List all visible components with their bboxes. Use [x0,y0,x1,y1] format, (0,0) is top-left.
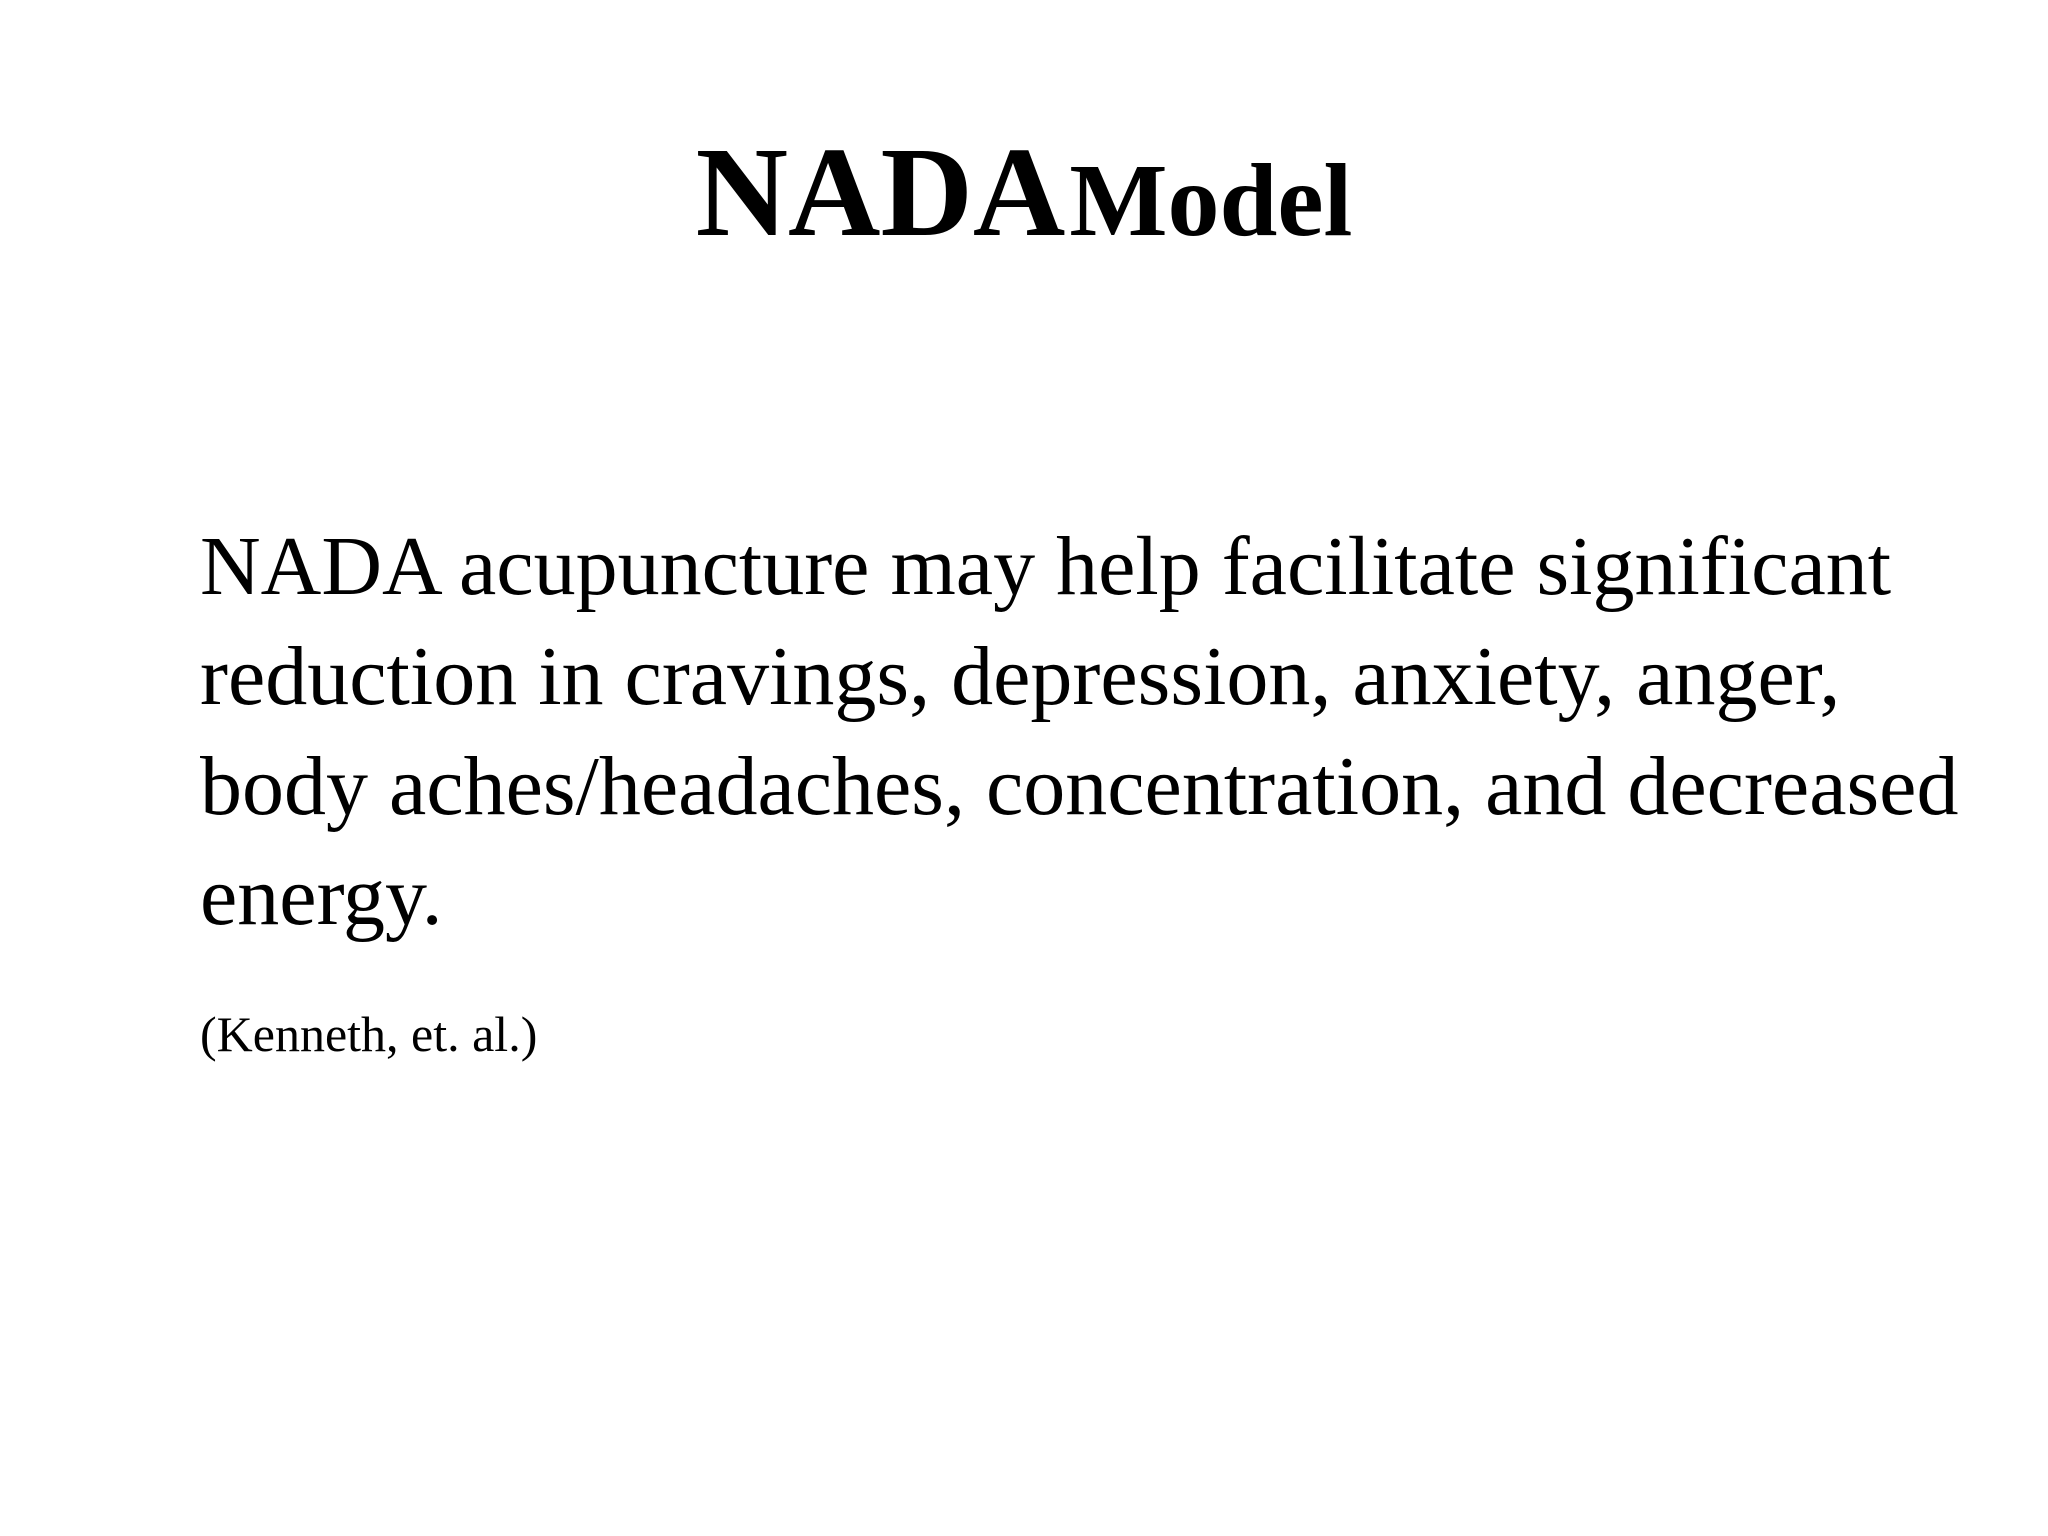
body-paragraph: NADA acupuncture may help facilitate significant reduction in cravings, depression, anxiety, anger, body aches/headaches, concentration, and decreased energy. [200,520,1959,943]
title-nada: NADA [695,121,1066,263]
citation: (Kenneth, et. al.) [200,1006,538,1062]
slide-title [0,121,2048,263]
title-model: Model [1069,143,1353,258]
